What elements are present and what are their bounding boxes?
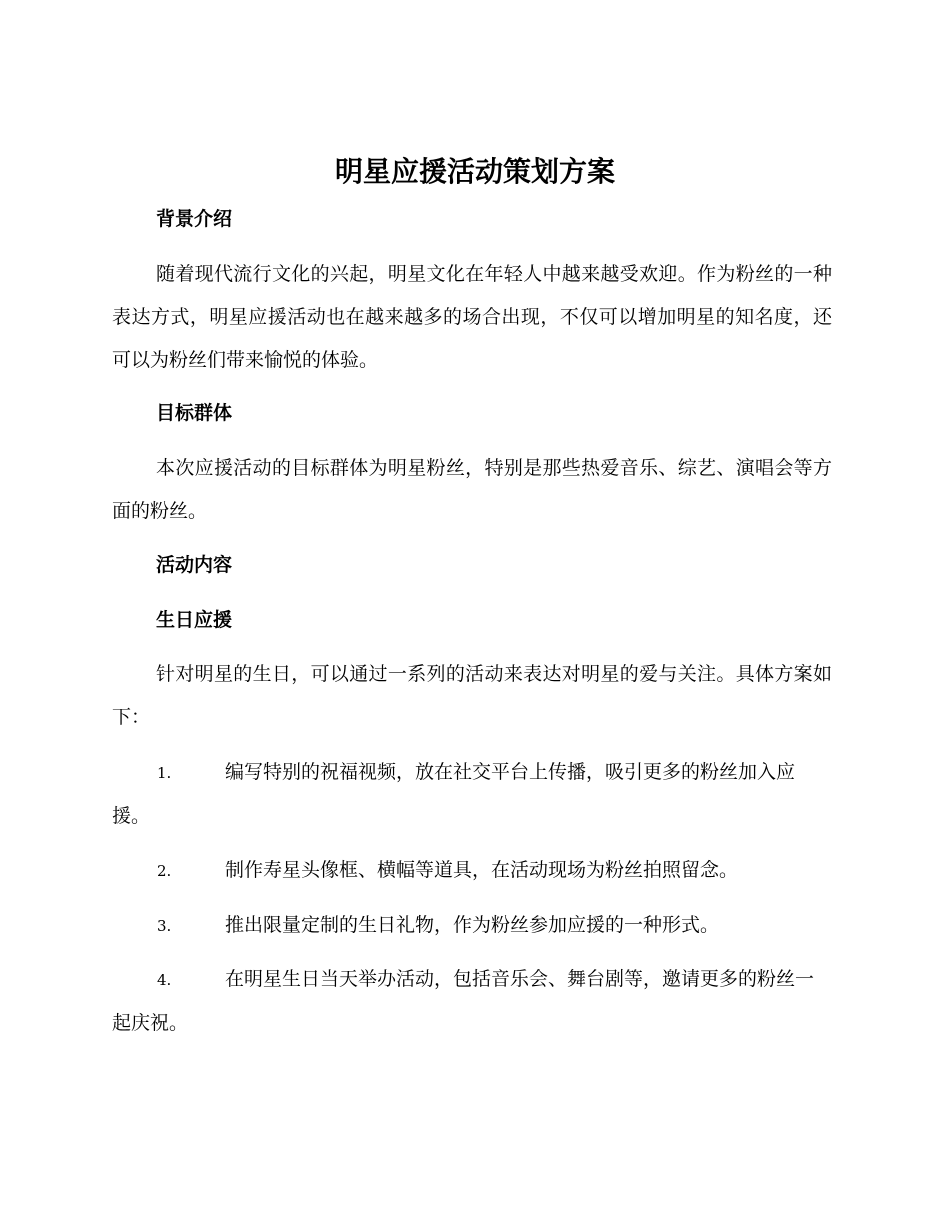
- list-item: [112, 958, 832, 1045]
- document-title: 明星应援活动策划方案: [334, 155, 615, 188]
- list-item: [112, 849, 832, 893]
- list-item: [112, 904, 832, 948]
- list-text: 编写特别的祝福视频，放在社交平台上传播，吸引更多的粉丝加入应援。: [112, 761, 796, 827]
- heading-birthday-support: 生日应援: [156, 609, 233, 631]
- list-text: 推出限量定制的生日礼物，作为粉丝参加应援的一种形式。: [225, 914, 720, 936]
- list-number: 3.: [157, 917, 172, 935]
- list-number: 4.: [157, 971, 172, 989]
- list-number: 1.: [157, 764, 172, 782]
- paragraph-birthday-support: 针对明星的生日，可以通过一系列的活动来表达对明星的爱与关注。具体方案如下：: [112, 663, 832, 728]
- heading-background: 背景介绍: [156, 208, 233, 230]
- paragraph-background: 随着现代流行文化的兴起，明星文化在年轻人中越来越受欢迎。作为粉丝的一种表达方式，明星应援活动也在越来越多的场合出现，不仅可以增加明星的知名度，还可以为粉丝们带来愉悦的体验。: [112, 263, 832, 371]
- heading-activity-content: 活动内容: [156, 554, 233, 576]
- list-number: 2.: [157, 862, 172, 880]
- list-text: 在明星生日当天举办活动，包括音乐会、舞台剧等，邀请更多的粉丝一起庆祝。: [112, 968, 815, 1034]
- paragraph-target-group: 本次应援活动的目标群体为明星粉丝，特别是那些热爱音乐、综艺、演唱会等方面的粉丝。: [112, 457, 832, 522]
- heading-target-group: 目标群体: [156, 402, 233, 424]
- list-item: [112, 751, 832, 838]
- list-text: 制作寿星头像框、横幅等道具，在活动现场为粉丝拍照留念。: [225, 859, 739, 881]
